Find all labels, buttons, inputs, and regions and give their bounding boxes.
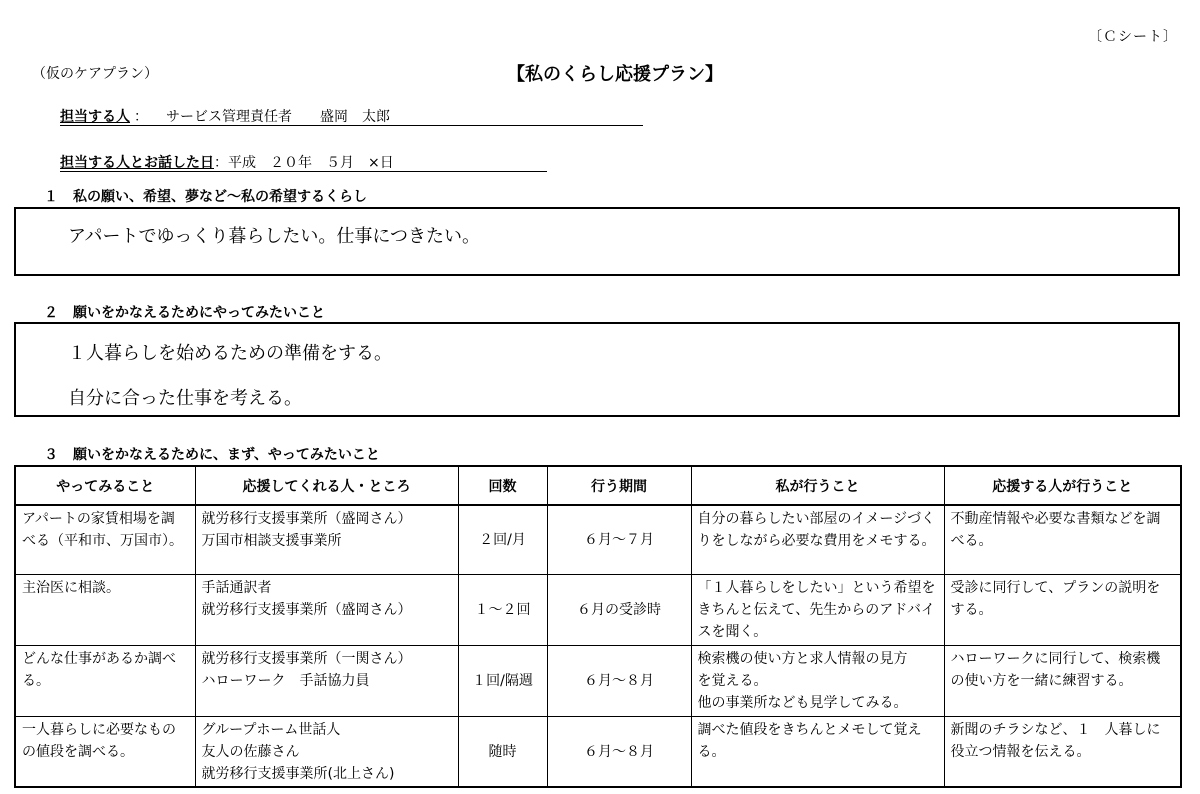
supporters-cell: [195, 505, 458, 575]
my-action-line: 他の事業所なども見学してみる。: [697, 695, 908, 711]
supporter-action-cell: 新聞のチラシなど、１ 人暮しに役立つ情報を伝える。: [944, 717, 1181, 788]
period-cell: ６月～７月: [547, 505, 691, 575]
section1-title: 私の願い、希望、夢など～私の希望するくらし: [73, 189, 367, 205]
my-action-line: を覚える。: [697, 673, 768, 689]
supporters-cell: [195, 575, 458, 646]
table-row: [15, 575, 1181, 646]
frequency-cell: １～２回: [458, 575, 547, 646]
supporter-line: 万国市相談支援事業所: [201, 533, 342, 549]
supporter-line: 就労移行支援事業所（一関さん）: [201, 651, 412, 667]
column-header: 回数: [458, 466, 547, 505]
supporters-cell: [195, 717, 458, 788]
supporter-line: 就労移行支援事業所（盛岡さん）: [201, 602, 412, 618]
person-sep: ：: [134, 109, 148, 125]
person-value: サービス管理責任者 盛岡 太郎: [166, 109, 390, 125]
supporters-cell: [195, 646, 458, 717]
supporter-line: グループホーム世話人: [201, 722, 341, 738]
column-header: やってみること: [15, 466, 195, 505]
date-sep: ：: [214, 155, 228, 171]
table-row: [15, 505, 1181, 575]
date-label: 担当する人とお話した日: [60, 155, 214, 171]
supporter-line: ハローワーク 手話協力員: [201, 673, 370, 689]
section1-box: [14, 207, 1180, 276]
supporter-action-cell: ハローワークに同行して、検索機の使い方を一緒に練習する。: [944, 646, 1181, 717]
task-cell: 一人暮らしに必要なものの値段を調べる。: [15, 717, 195, 788]
column-header: 行う期間: [547, 466, 691, 505]
table-row: [15, 717, 1181, 788]
supporter-action-cell: 受診に同行して、プランの説明をする。: [944, 575, 1181, 646]
my-action-cell: [691, 646, 944, 717]
my-action-cell: 「１人暮らしをしたい」という希望をきちんと伝えて、先生からのアドバイスを聞く。: [691, 575, 944, 646]
supporter-line: 就労移行支援事業所（盛岡さん）: [201, 511, 412, 527]
supporter-line: 手話通訳者: [201, 580, 272, 596]
section1-text: アパートでゆっくり暮らしたい。仕事につきたい。: [68, 226, 481, 247]
supporter-line: 友人の佐藤さん: [201, 744, 300, 760]
frequency-cell: １回/隔週: [458, 646, 547, 717]
draft-note: （仮のケアプラン）: [32, 66, 158, 82]
section2-heading: [44, 302, 325, 322]
section1-number: １: [44, 189, 58, 205]
page-title: 【私のくらし応援プラン】: [507, 64, 723, 85]
section2-box: [14, 322, 1180, 417]
frequency-cell: 随時: [458, 717, 547, 788]
task-cell: アパートの家賃相場を調べる（平和市、万国市）。: [15, 505, 195, 575]
section3-heading: [44, 444, 380, 464]
supporter-action-cell: 不動産情報や必要な書類などを調べる。: [944, 505, 1181, 575]
date-field: [60, 152, 547, 172]
my-action-line: 検索機の使い方と求人情報の見方: [697, 651, 908, 667]
section3-title: 願いをかなえるために、まず、やってみたいこと: [73, 447, 380, 463]
action-plan-table: [14, 465, 1182, 788]
table-header-row: [15, 466, 1181, 505]
supporter-line: 就労移行支援事業所(北上さん): [201, 766, 395, 782]
period-cell: ６月の受診時: [547, 575, 691, 646]
section3-number: ３: [44, 447, 58, 463]
task-cell: 主治医に相談。: [15, 575, 195, 646]
section2-number: ２: [44, 305, 58, 321]
my-action-cell: 自分の暮らしたい部屋のイメージづくりをしながら必要な費用をメモする。: [691, 505, 944, 575]
column-header: 私が行うこと: [691, 466, 944, 505]
column-header: 応援する人が行うこと: [944, 466, 1181, 505]
section2-title: 願いをかなえるためにやってみたいこと: [73, 305, 325, 321]
period-cell: ６月～８月: [547, 717, 691, 788]
task-cell: どんな仕事があるか調べる。: [15, 646, 195, 717]
period-cell: ６月～８月: [547, 646, 691, 717]
my-action-cell: 調べた値段をきちんとメモして覚える。: [691, 717, 944, 788]
section1-heading: [44, 186, 367, 206]
table-row: [15, 646, 1181, 717]
frequency-cell: ２回/月: [458, 505, 547, 575]
person-label: 担当する人: [60, 109, 130, 125]
section2-line: １人暮らしを始めるための準備をする。: [68, 343, 392, 364]
sheet-tag: 〔Ｃシート〕: [1088, 29, 1178, 45]
person-field: [60, 106, 643, 126]
section2-line: 自分に合った仕事を考える。: [68, 388, 302, 409]
date-value: 平成 ２０年 ５月 ×日: [228, 155, 394, 171]
column-header: 応援してくれる人・ところ: [195, 466, 458, 505]
